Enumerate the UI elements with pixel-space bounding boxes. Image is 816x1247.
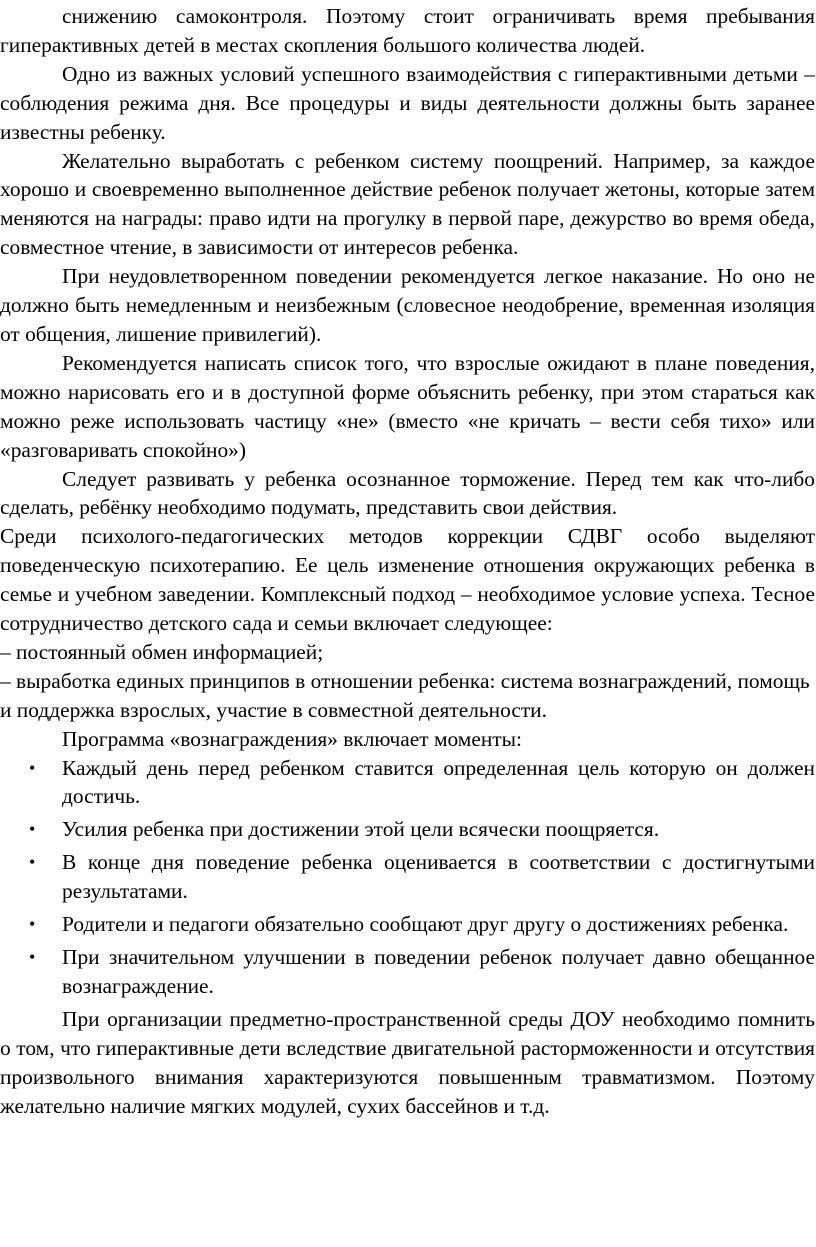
paragraph-environment: При организации предметно-пространственной среды ДОУ необходимо помнить о том, что гиперактивные дети вследствие двигательной расторможенности и отсутствия произвольного внимания характеризуются повышенным травматизмом. Поэтому желательно наличие мягких модулей, сухих бассейнов и т.д. [0, 1006, 815, 1118]
bullet-icon: • [29, 947, 36, 967]
paragraph-reward-system: Желательно выработать с ребенком систему поощрений. Например, за каждое хорошо и своевременно выполненное действие ребенок получает жетоны, которые затем меняются на награды: право идти на прогулку в первой паре, дежурство во время обеда, совместное чтение, в зависимости от интересов ребенка. [0, 148, 815, 260]
list-item-text: В конце дня поведение ребенка оценивается в соответствии с достигнутыми результатами. [62, 850, 815, 904]
list-item [0, 754, 815, 812]
list-item-text: Каждый день перед ребенком ставится определенная цель которую он должен достичь. [62, 755, 815, 809]
bullet-icon: • [29, 852, 36, 873]
list-item-text: Усилия ребенка при достижении этой цели всячески поощряется. [62, 817, 660, 842]
bullet-icon: • [29, 757, 36, 778]
paragraph-program-intro: Программа «вознаграждения» включает моменты: [62, 726, 522, 751]
list-item-text: При значительном улучшении в поведении ребенок получает давно обещанное вознаграждение. [62, 945, 815, 998]
paragraph-inhibition: Следует развивать у ребенка осознанное торможение. Перед тем как что-либо сделать, ребёнку необходимо подумать, представить свои действия. [0, 466, 815, 520]
paragraph-punishment: При неудовлетворенном поведении рекомендуется легкое наказание. Но оно не должно быть немедленным и неизбежным (словесное неодобрение, временная изоляция от общения, лишение привилегий). [0, 264, 815, 346]
list-item-text: Родители и педагоги обязательно сообщают друг другу о достижениях ребенка. [62, 912, 789, 937]
list-item [0, 943, 815, 1001]
dash-item-unified-principles: – выработка единых принципов в отношении ребенка: система вознаграждений, помощь и поддержка взрослых, участие в совместной деятельности. [0, 668, 810, 722]
dash-item-information-exchange: – постоянный обмен информацией; [0, 639, 324, 664]
paragraph-expectations-list: Рекомендуется написать список того, что взрослые ожидают в плане поведения, можно нарисовать его и в доступной форме объяснить ребенку, при этом стараться как можно реже использовать частицу «не» (вместо «не кричать – вести себя тихо» или «разговаривать спокойно») [0, 350, 815, 462]
list-item [0, 815, 815, 844]
paragraph-daily-routine: Одно из важных условий успешного взаимодействия с гиперактивными детьми – соблюдения режима дня. Все процедуры и виды деятельности должны быть заранее известны ребенку. [0, 61, 815, 144]
reward-program-list [0, 754, 815, 1001]
document-page [0, 2, 815, 1120]
paragraph-self-control: снижению самоконтроля. Поэтому стоит ограничивать время пребывания гиперактивных детей в местах скопления большого количества людей. [0, 4, 815, 57]
bullet-icon: • [29, 914, 36, 935]
list-item [0, 848, 815, 906]
list-item [0, 910, 815, 939]
paragraph-behavioral-therapy: Среди психолого-педагогических методов коррекции СДВГ особо выделяют поведенческую психотерапию. Ее цель изменение отношения окружающих ребенка в семье и учебном заведении. Комплексный подход – необходимое условие успеха. Тесное сотрудничество детского сада и семьи включает следующее: [0, 524, 815, 636]
bullet-icon: • [29, 819, 36, 840]
